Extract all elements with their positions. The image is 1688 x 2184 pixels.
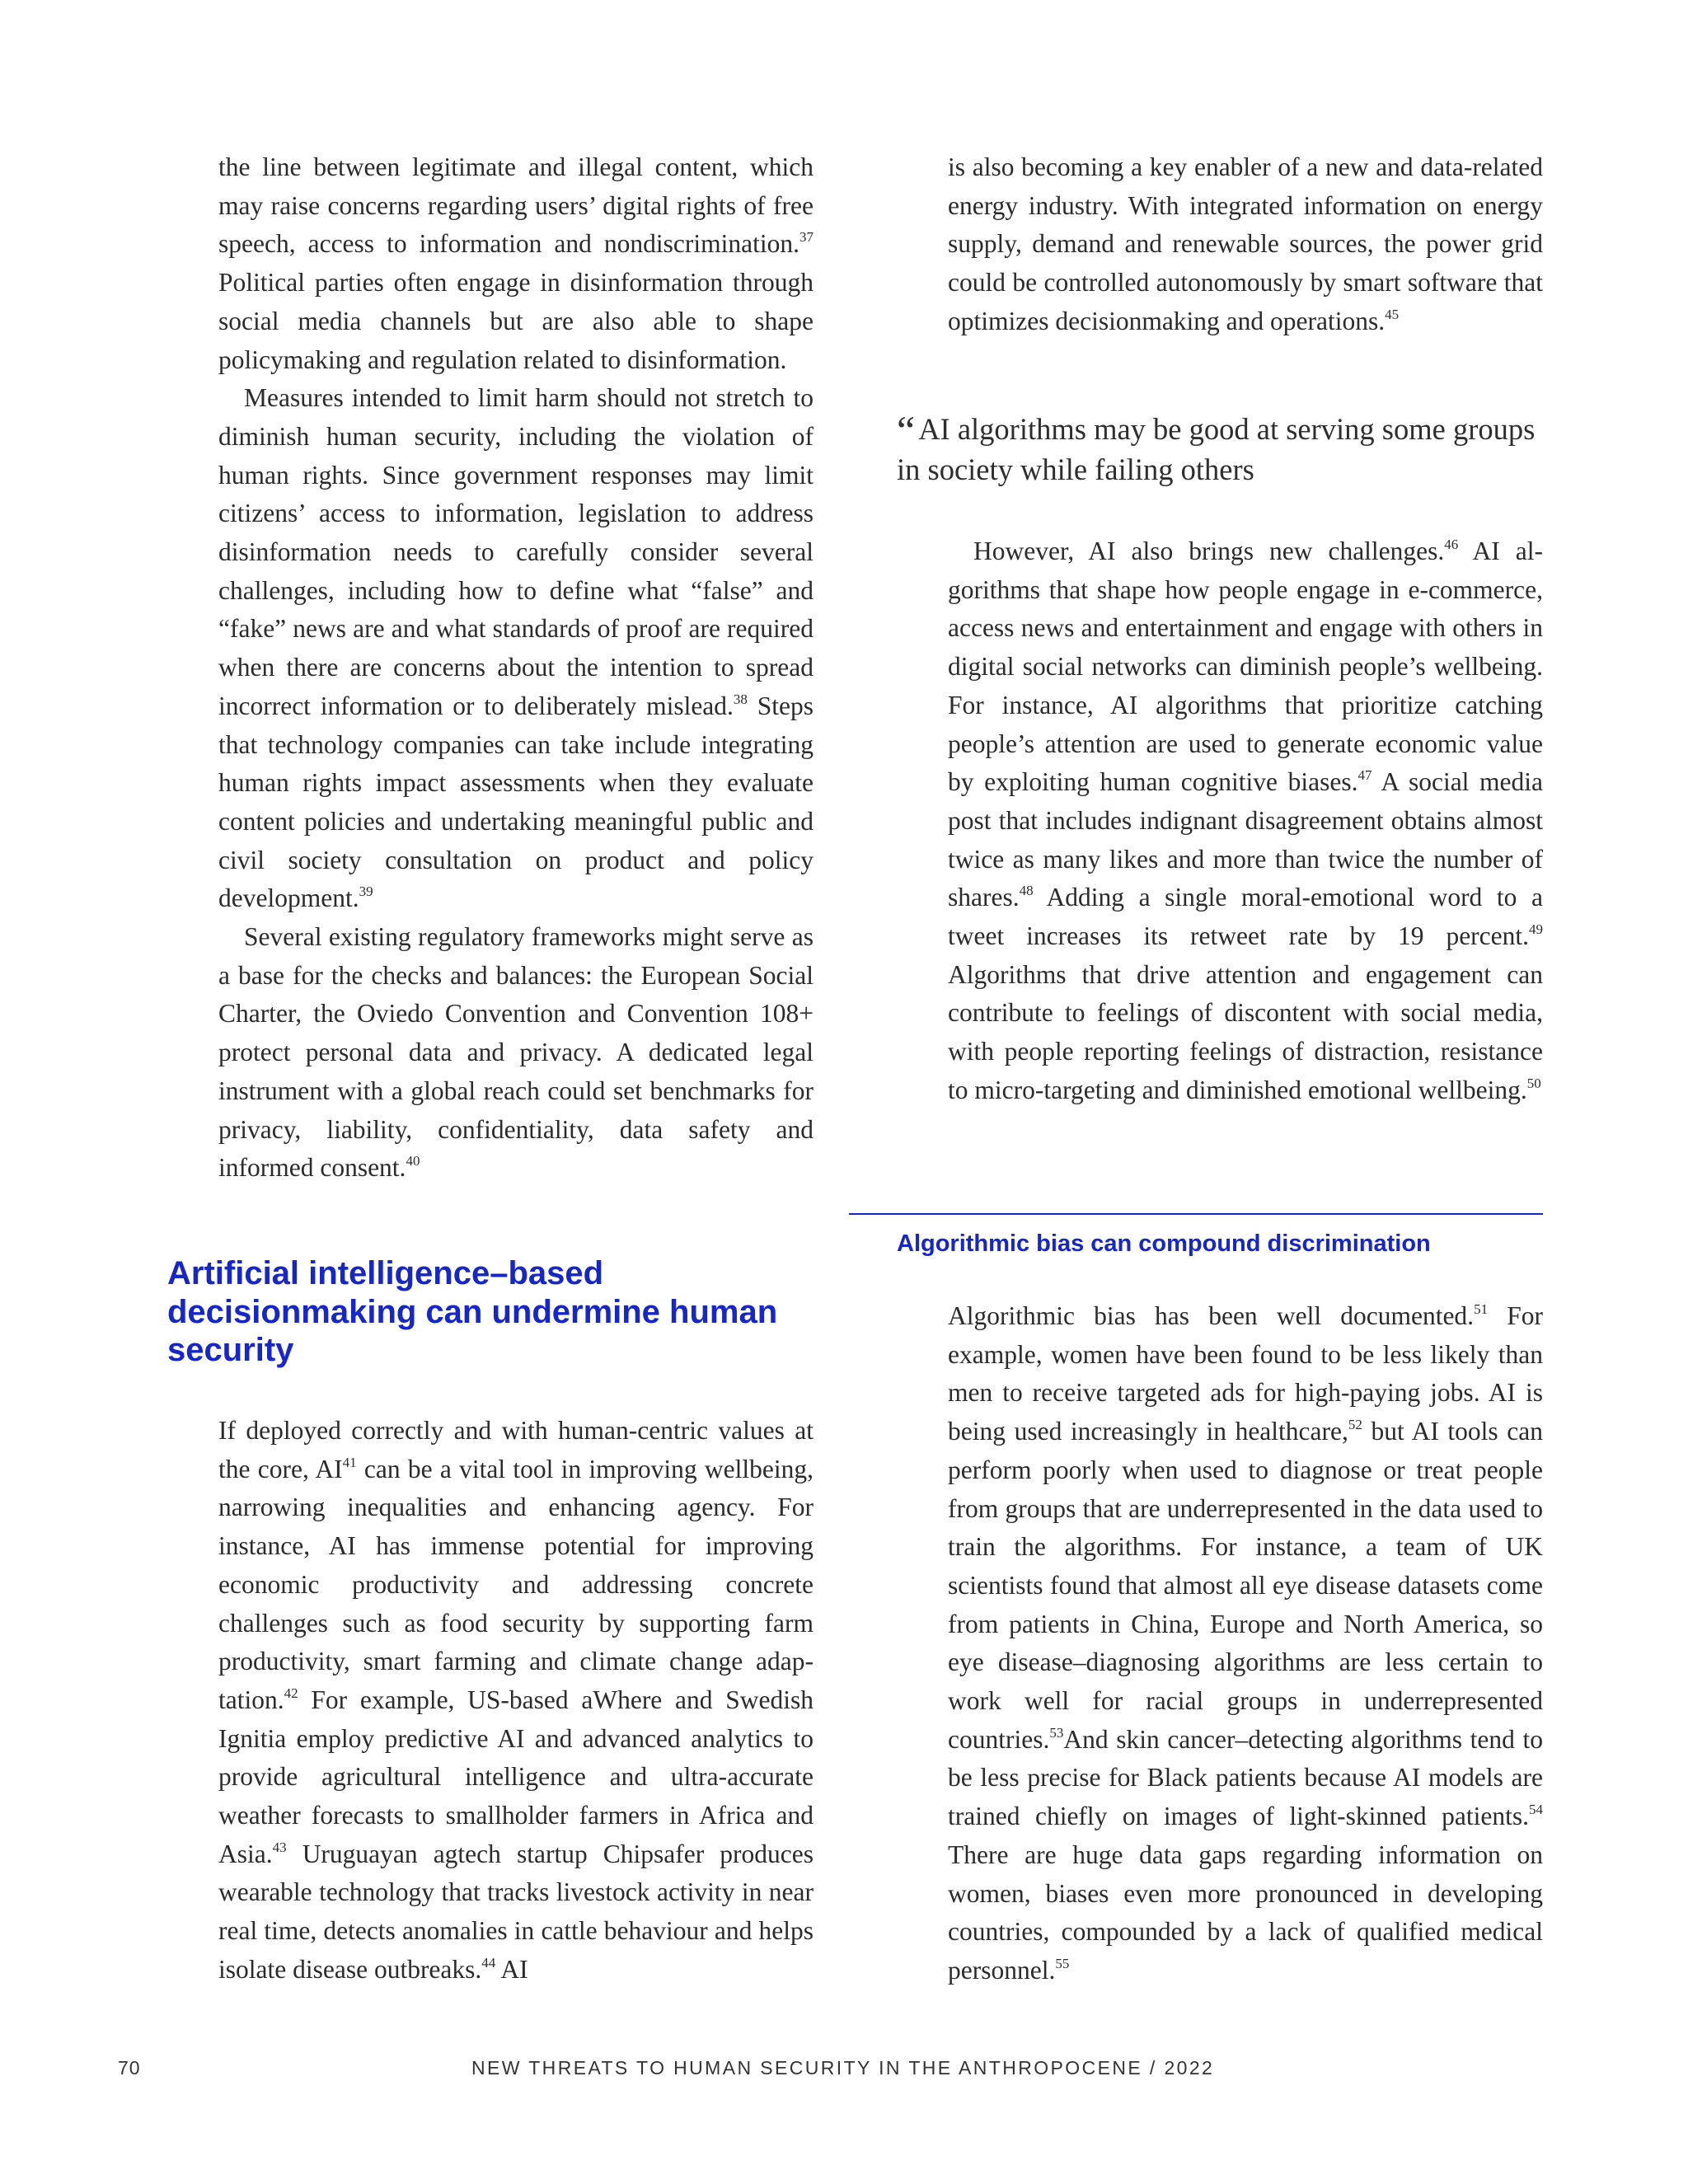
footnote-ref: 39 [359,883,373,900]
right-column [948,148,1543,341]
section-heading-ai-decisionmaking: Artificial intelligence–based decisionmaking can undermine human security [167,1255,778,1368]
footnote-ref: 53 [1049,1724,1064,1741]
text-run: There are huge data gaps regarding information on women, biases even more pronounced in developing countries, compounded by a lack of qualified medical personnel. [948,1840,1543,1985]
left-column [218,148,814,1188]
left-column-lower [218,1412,814,1990]
text-run: Adding a single moral-emotional word to a tweet increases its retweet rate by 19 percent. [948,883,1543,951]
footnote-ref: 40 [406,1153,420,1169]
text-run: is also becoming a key enabler of a new and data-related energy industry. With integrated information on energy supply, demand and renewable sources, the power grid could be controlled autonomously by smart software that optimizes decisionmaking and operations. [948,152,1543,335]
paragraph-algorithmic-bias [948,1297,1543,1990]
page-number: 70 [118,2057,141,2079]
text-run: can be a vital tool in improving wellbeing, narrowing inequalities and enhancing agency. For instance, AI has immense potential for improving economic productivity and addressing concrete challenges such as food security by supporting farm productivity, smart farming and climate change adaptation. [218,1454,814,1714]
text-run: Algorithmic bias has been well documented. [948,1301,1475,1330]
paragraph-regulatory-frameworks [218,918,814,1188]
text-run: AI [495,1954,528,1984]
footnote-ref: 45 [1385,306,1400,322]
footnote-ref: 54 [1529,1802,1543,1818]
right-column-lower [948,1297,1543,1990]
text-run: Algorithms that drive attention and engagement can contribute to feelings of discontent with social media, with people reporting feelings of distraction, resistance to micro-targeting and diminished emotional wellbeing. [948,959,1543,1104]
footnote-ref: 49 [1529,921,1543,938]
footnote-ref: 55 [1055,1955,1070,1971]
paragraph-ai-challenges [948,532,1543,1110]
text-run: Steps that technology companies can take include integrating human rights impact assessments when they evaluate content policies and undertaking meaningful public and civil society consultation on product and policy development. [218,691,814,913]
footnote-ref: 42 [284,1685,298,1701]
text-run: If deployed correctly and with human-centric values at the core, AI [218,1416,814,1483]
text-run: but AI tools can perform poorly when used to diagnose or treat people from groups that are underrepresented in the data used to train the algorithms. For instance, a team of UK scientists found that almost all eye disease datasets come from patients in China, Europe and North America, so eye disease–diagnosing algorithms are less certain to work well for racial groups in underrepresented countries. [948,1417,1543,1754]
pull-quote [897,407,1556,490]
text-run: Several existing regulatory frameworks might serve as a base for the checks and balances: the European Social Charter, the Oviedo Convention and Convention 108+ protect personal data and privacy. A dedicated legal instrument with a global reach could set benchmarks for privacy, liability, confidentiality, data safety and informed consent. [218,922,814,1183]
footnote-ref: 52 [1348,1417,1362,1433]
subheading-algorithmic-bias: Algorithmic bias can compound discrimination [897,1230,1431,1257]
text-run: the line between legitimate and illegal content, which may raise concerns regarding users’ digital rights of free speech, access to information and nondiscrimination. [218,152,814,259]
paragraph-measures-limit-harm [218,379,814,918]
text-run: A social media post that includes indignant disagreement obtains almost twice as many likes and more than twice the number of shares. [948,767,1543,912]
footnote-ref: 44 [481,1954,496,1971]
footnote-ref: 37 [799,229,814,246]
text-run: AI algorithms that shape how people engage in e-commerce, access news and entertainment and engage with others in digital social networks can diminish people’s wellbeing. For instance, AI algorithms that prioritize catching people’s attention are used to generate economic value by exploiting human cognitive biases. [948,537,1543,797]
footnote-ref: 48 [1019,883,1034,899]
pull-quote-text: AI algorithms may be good at serving some groups in society while failing others [897,412,1536,486]
text-run: Measures intended to limit harm should not stretch to diminish human security, including the violation of human rights. Since government responses may limit citizens’ access to information, legislation to address disinformation needs to carefully consider several challenges, including how to define what “false” and “fake” news are and what standards of proof are required when there are concerns about the intention to spread incorrect information or to deliberately mislead. [218,383,814,720]
footnote-ref: 50 [1526,1075,1541,1091]
footnote-ref: 41 [342,1454,357,1470]
text-run: And skin cancer–detecting algorithms tend to be less precise for Black patients because AI models are trained chiefly on images of light-skinned patients. [948,1724,1543,1831]
quote-mark-icon: “ [897,407,916,453]
text-run: Political parties often engage in disinformation through social media channels but are also able to shape policymaking and regulation related to disinformation. [218,268,814,374]
running-footer-title: NEW THREATS TO HUMAN SECURITY IN THE ANTHROPOCENE / 2022 [471,2057,1215,2079]
footnote-ref: 51 [1474,1301,1489,1317]
paragraph-energy-industry [948,148,1543,341]
footnote-ref: 46 [1444,537,1459,552]
text-run: For example, women have been found to be less likely than men to receive targeted ads for high-paying jobs. AI is being used increasingly in healthcare, [948,1301,1543,1446]
text-run: For example, US-based aWhere and Swedish Ignitia employ predictive AI and advanced analytics to provide agricultural intelligence and ultra-accurate weather forecasts to smallholder farmers in Africa and Asia. [218,1685,814,1868]
footnote-ref: 47 [1357,767,1372,784]
paragraph-disinformation-rights [218,148,814,379]
text-run: Uruguayan agtech startup Chipsafer produces wearable technology that tracks livestock activity in near real time, detects anomalies in cattle behaviour and helps isolate disease outbreaks. [218,1839,814,1984]
right-column-middle [948,532,1543,1110]
footnote-ref: 43 [272,1839,287,1855]
text-run: However, AI also brings new challenges. [973,537,1445,565]
footnote-ref: 38 [733,691,748,707]
paragraph-ai-human-centric [218,1412,814,1990]
section-divider [849,1213,1543,1215]
